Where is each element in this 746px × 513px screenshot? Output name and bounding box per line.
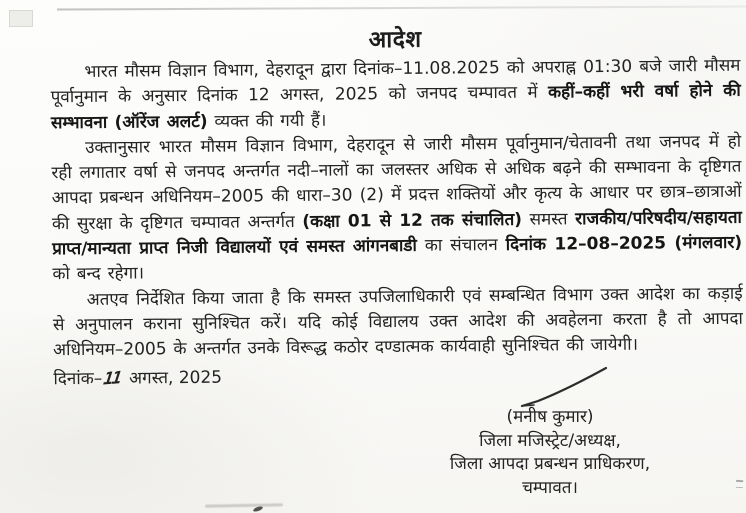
text-segment: अतएव निर्देशित किया जाता है कि समस्त उपजिलाधिकारी एवं सम्बन्धित विभाग उक्त आदेश का कड़ाई से अनुपालन कराना सुनिश्चित करें। यदि कोई विद्यालय उक्त आदेश की अवहेलना करता है तो आपदा अधिनियम–2005 के अन्तर्गत उनके विरूद्ध कठोर दण्डात्मक कार्यवाही सुनिश्चित की जायेगी। [52,283,743,361]
paragraph-closure-order [51,130,742,288]
document-body [50,19,743,392]
signatory-designation-2: जिला आपदा प्रबन्धन प्राधिकरण, [449,454,651,474]
text-segment-bold-schools: राजकीय/परिषदीय/सहायता प्राप्त/मान्यता प्राप्त निजी विद्यालयों एवं समस्त आंगनबाडी [52,207,742,260]
signature-stroke-wrap [400,362,700,406]
paragraph-weather-forecast [50,54,741,137]
signature-stroke [518,366,610,408]
text-segment: को बन्द रहेगा। [52,263,145,285]
text-segment: समस्त [521,209,576,230]
text-segment: का संचालन [416,235,506,256]
text-segment-bold-closure-date: दिनांक 12–08–2025 (मंगलवार) [505,232,743,256]
date-suffix: अगस्त, 2025 [123,367,223,389]
signature-block [400,362,700,500]
scan-smudge-artifact [205,503,283,507]
text-segment-bold-classes: (कक्षा 01 से 12 तक संचालित) [302,209,523,232]
signatory-designation-1: जिला मजिस्ट्रेट/अध्यक्ष, [479,430,621,451]
signatory-name: (मनीष कुमार) [506,407,594,427]
paragraph-compliance-directive [53,281,744,364]
signatory-designation-3: चम्पावत। [522,477,578,498]
handwritten-day: 11 [101,367,122,390]
text-segment: भारत मौसम विज्ञान विभाग, देहरादून द्वारा दिनांक–11.08.2025 को अपराह्न 01:30 बजे जारी मौसम पूर्वानुमान के अनुसार दिनांक 12 अगस्त, 2025 को जनपद चम्पावत में [50,55,741,108]
text-segment-bold-orange-alert: कहीं–कहीं भरी वर्षा होने की सम्भावना (ऑरेंज अलर्ट) [50,80,741,133]
date-prefix: दिनांक– [53,368,103,389]
text-segment: उक्तानुसार भारत मौसम विज्ञान विभाग, देहरादून से जारी मौसम पूर्वानुमान/चेतावनी तथा जनपद में हो रही लगातार वर्षा से जनपद अन्तर्गत नदी–नालों का जलस्तर अधिक से अधिक बढ़ने की सम्भावना के दृष्टिगत आपदा प्रबन्धन अधिनियम–2005 की धारा–30 (2) में प्रदत्त शक्तियों और कृत्य के आधार पर छात्र–छात्राओं की सुरक्षा के दृष्टिगत चम्पावत अन्तर्गत [51,131,742,235]
document-title: आदेश [368,26,422,54]
scan-mark-artifact [736,480,743,488]
scan-corner-artifact [9,10,33,27]
text-segment: व्यक्त की गयी हैं। [207,110,327,132]
scan-edge-artifact [57,5,746,10]
